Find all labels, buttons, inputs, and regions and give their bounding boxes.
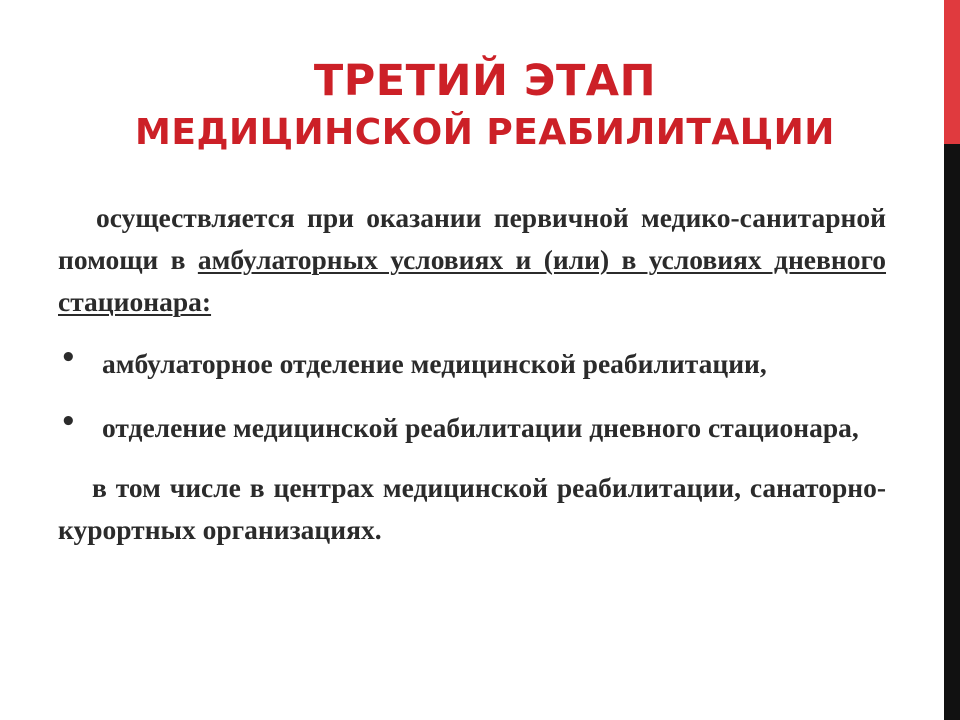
- intro-text: осуществляется при оказании первичной медико-санитарной помощи в: [58, 202, 886, 275]
- side-accent-dark: [944, 144, 960, 720]
- intro-paragraph: [58, 197, 886, 323]
- title-line-1: ТРЕТИЙ ЭТАП: [313, 56, 657, 106]
- slide-body: [58, 197, 886, 551]
- list-item: [58, 343, 886, 385]
- list-item-text: отделение медицинской реабилитации дневного стационара,: [102, 412, 859, 443]
- closing-paragraph: [58, 467, 886, 551]
- closing-text: в том числе в центрах медицинской реабилитации, санаторно-курортных организациях.: [58, 472, 886, 545]
- bullet-icon: •: [60, 343, 77, 373]
- list-item-text: амбулаторное отделение медицинской реабилитации,: [102, 348, 767, 379]
- slide-title: [60, 54, 910, 158]
- side-decoration-bar: [944, 0, 960, 720]
- title-line-2: МЕДИЦИНСКОЙ РЕАБИЛИТАЦИИ: [135, 112, 835, 153]
- list-item: [58, 407, 886, 449]
- intro-underlined-text: амбулаторных условиях и (или) в условиях дневного стационара:: [58, 244, 887, 317]
- bullet-list: [58, 343, 886, 449]
- side-accent-red: [944, 0, 960, 144]
- bullet-icon: •: [60, 407, 77, 437]
